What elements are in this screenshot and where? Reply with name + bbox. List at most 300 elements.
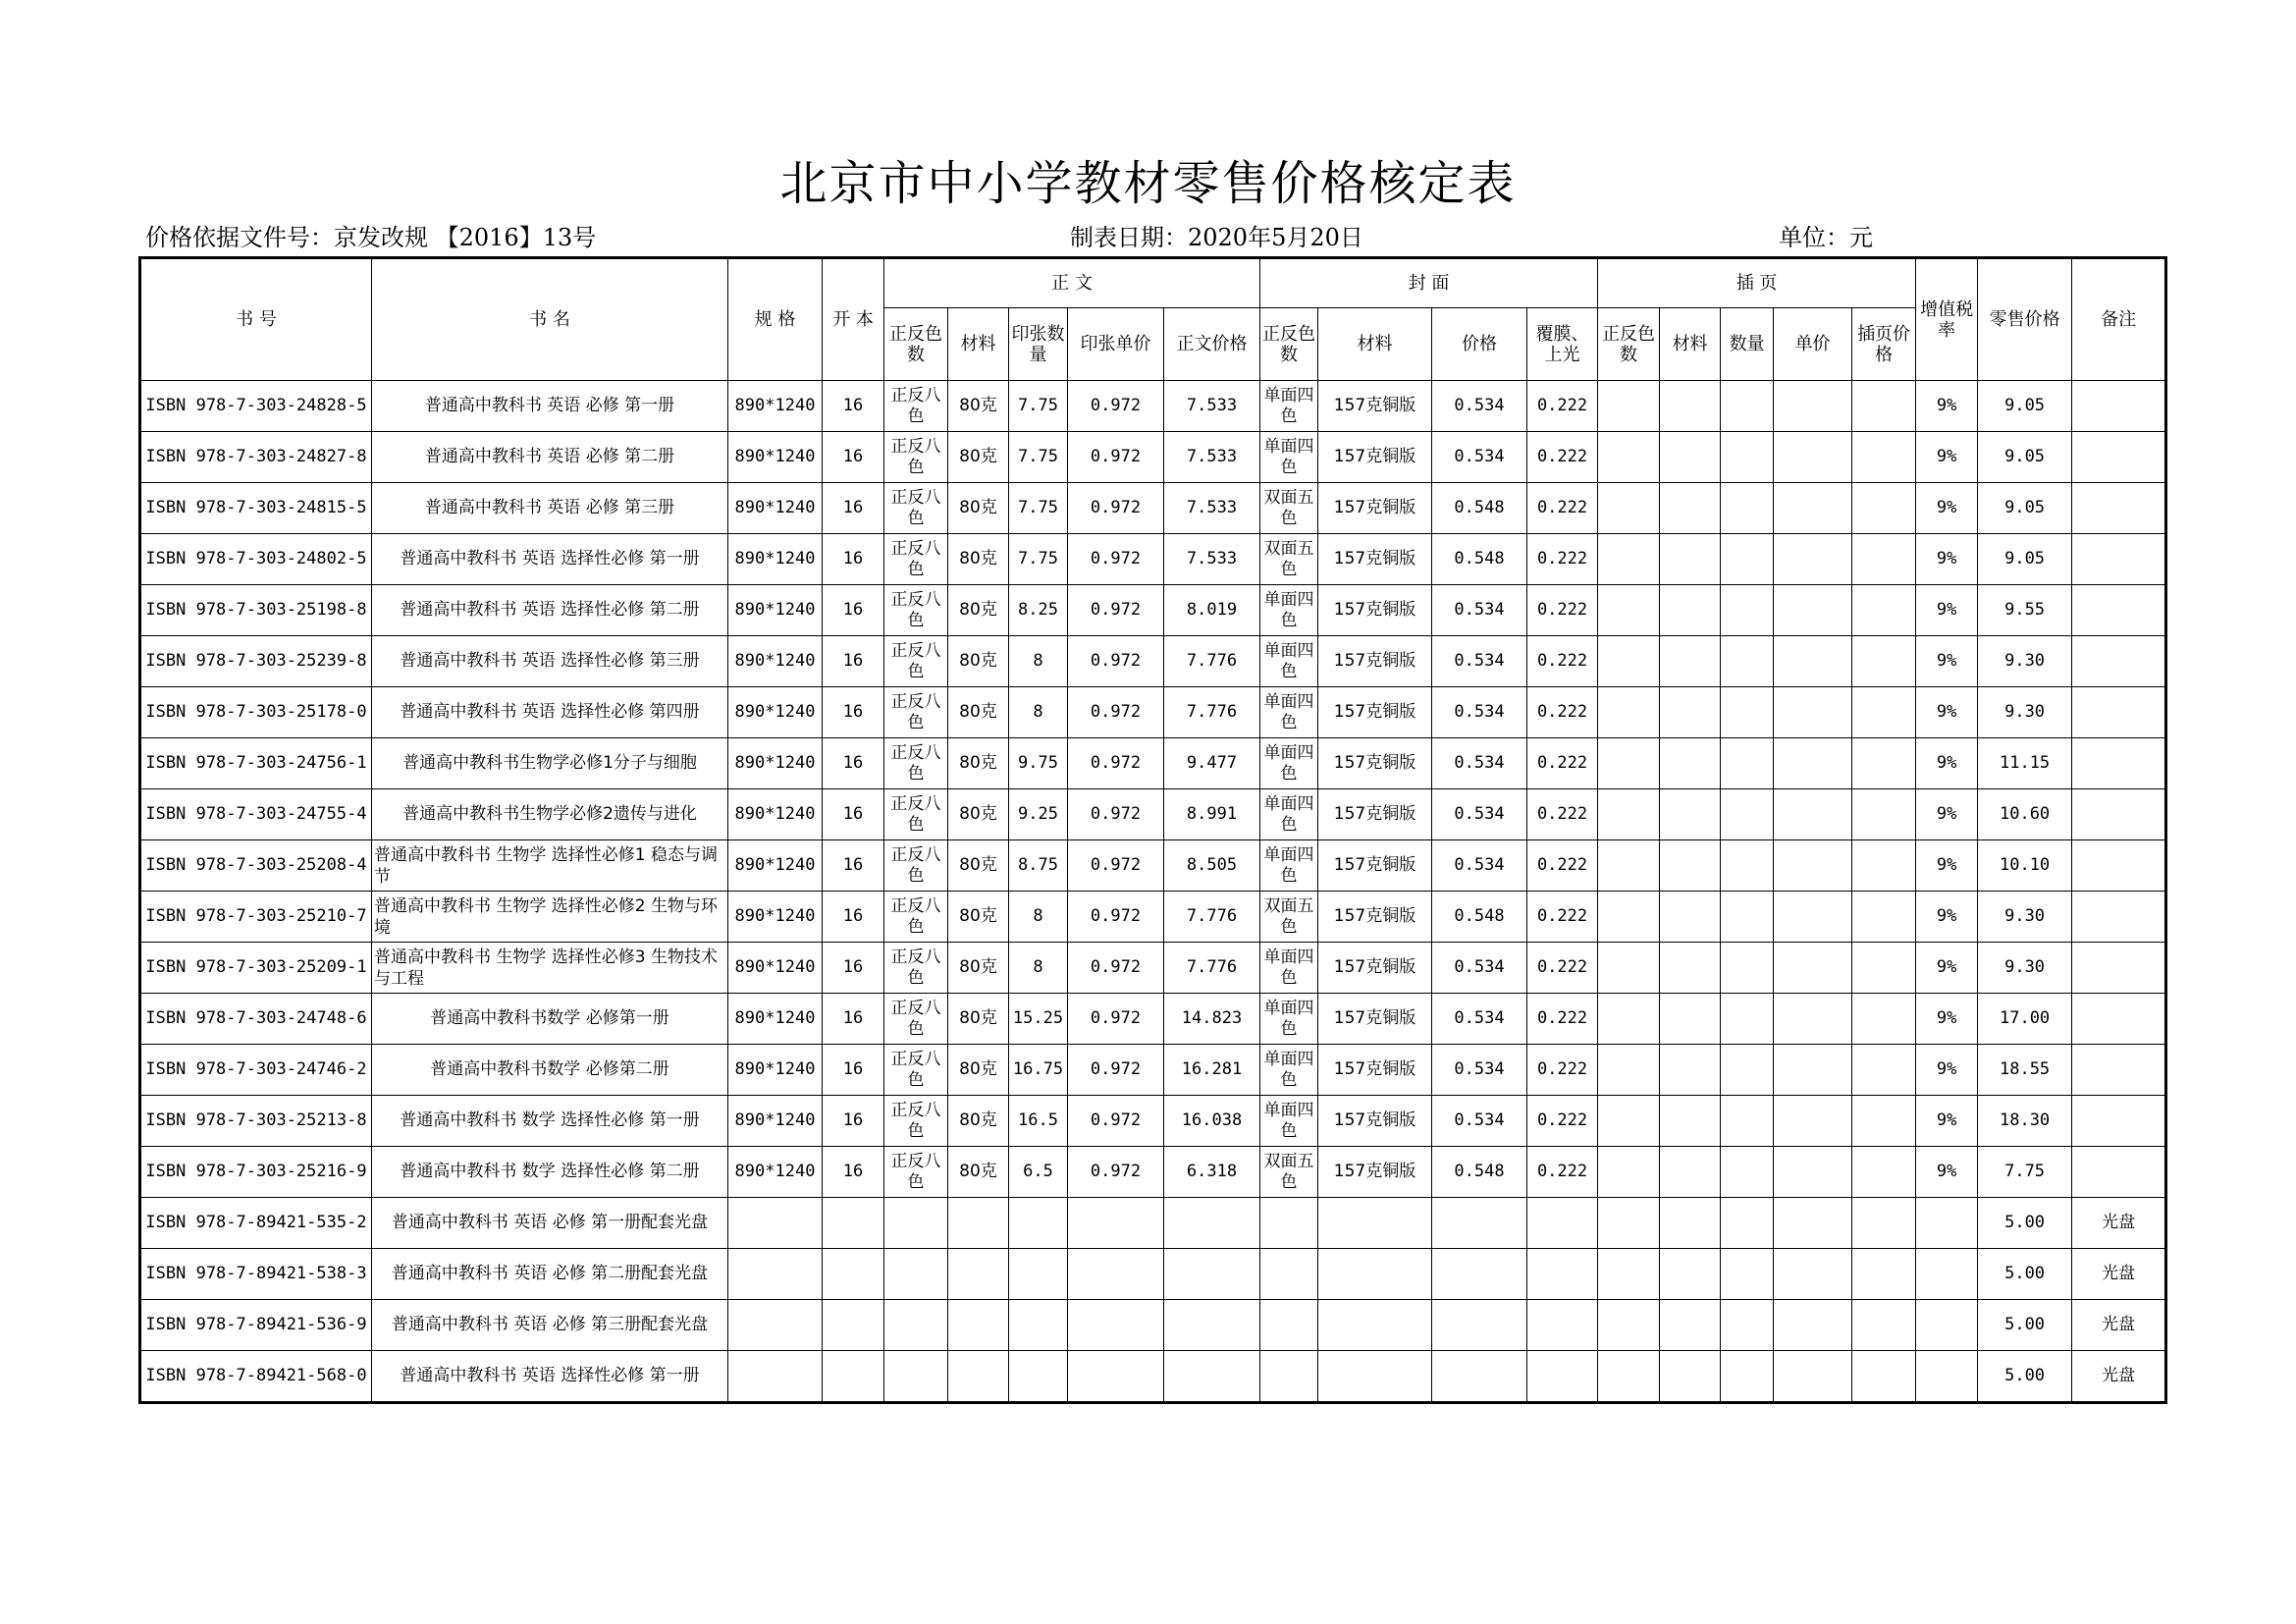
cell-insert-price: [1852, 1096, 1916, 1147]
cell-body-color: 正反八色: [884, 994, 948, 1045]
cell-remark: [2072, 1147, 2166, 1198]
cell-insert-unit-price: [1774, 840, 1852, 892]
cell-sheets: 15.25: [1009, 994, 1068, 1045]
cell-book-name: 普通高中教科书 英语 必修 第三册配套光盘: [372, 1300, 728, 1351]
cell-body-price: 7.776: [1164, 943, 1260, 994]
cell-body-price: 7.776: [1164, 636, 1260, 687]
cell-remark: [2072, 943, 2166, 994]
cell-body-material: 80克: [948, 892, 1009, 943]
cell-isbn: ISBN 978-7-303-24748-6: [140, 994, 372, 1045]
cell-isbn: ISBN 978-7-303-25239-8: [140, 636, 372, 687]
cell-insert-qty: [1721, 1249, 1774, 1300]
cell-cover-material: 157克铜版: [1318, 1147, 1432, 1198]
header-vat: 增值税率: [1916, 258, 1978, 381]
cell-retail: 10.60: [1978, 789, 2072, 840]
header-insert-qty: 数量: [1721, 308, 1774, 381]
cell-insert-color: [1598, 994, 1660, 1045]
cell-insert-color: [1598, 687, 1660, 738]
cell-vat: 9%: [1916, 738, 1978, 789]
cell-isbn: ISBN 978-7-303-25198-8: [140, 585, 372, 636]
cell-body-price: 9.477: [1164, 738, 1260, 789]
cell-body-price: 16.038: [1164, 1096, 1260, 1147]
header-cover-color: 正反色数: [1260, 308, 1318, 381]
cell-cover-color: 单面四色: [1260, 432, 1318, 483]
cell-body-color: [884, 1351, 948, 1403]
cell-remark: [2072, 636, 2166, 687]
cell-insert-material: [1660, 432, 1721, 483]
cell-remark: [2072, 1096, 2166, 1147]
cell-sheet-price: 0.972: [1068, 840, 1164, 892]
cell-insert-material: [1660, 994, 1721, 1045]
cell-body-price: 7.533: [1164, 381, 1260, 432]
cell-sheets: 8: [1009, 943, 1068, 994]
cell-insert-color: [1598, 1249, 1660, 1300]
cell-body-color: 正反八色: [884, 738, 948, 789]
cell-spec: 890*1240: [728, 892, 823, 943]
cell-insert-material: [1660, 585, 1721, 636]
header-body-group: 正 文: [884, 258, 1260, 308]
cell-book-name: 普通高中教科书 生物学 选择性必修2 生物与环境: [372, 892, 728, 943]
cell-sheet-price: 0.972: [1068, 892, 1164, 943]
table-row: [140, 534, 2166, 585]
cell-insert-unit-price: [1774, 687, 1852, 738]
cell-cover-material: [1318, 1198, 1432, 1249]
cell-book-name: 普通高中教科书数学 必修第二册: [372, 1045, 728, 1096]
cell-remark: [2072, 687, 2166, 738]
cell-insert-color: [1598, 1096, 1660, 1147]
cell-sheets: 8: [1009, 687, 1068, 738]
header-body-color: 正反色数: [884, 308, 948, 381]
header-insert-material: 材料: [1660, 308, 1721, 381]
cell-book-name: 普通高中教科书 生物学 选择性必修3 生物技术与工程: [372, 943, 728, 994]
cell-cover-color: 双面五色: [1260, 534, 1318, 585]
cell-film: 0.222: [1527, 789, 1598, 840]
cell-insert-unit-price: [1774, 1045, 1852, 1096]
cell-body-color: 正反八色: [884, 636, 948, 687]
cell-vat: 9%: [1916, 994, 1978, 1045]
cell-cover-price: [1432, 1351, 1527, 1403]
cell-insert-material: [1660, 1351, 1721, 1403]
cell-insert-color: [1598, 1300, 1660, 1351]
cell-retail: 9.30: [1978, 687, 2072, 738]
cell-format: 16: [823, 1096, 884, 1147]
cell-sheets: 7.75: [1009, 381, 1068, 432]
cell-format: [823, 1351, 884, 1403]
cell-insert-color: [1598, 1045, 1660, 1096]
cell-film: 0.222: [1527, 1045, 1598, 1096]
table-row: [140, 892, 2166, 943]
cell-cover-price: 0.534: [1432, 1096, 1527, 1147]
cell-retail: 10.10: [1978, 840, 2072, 892]
cell-body-price: 7.533: [1164, 432, 1260, 483]
table-row: [140, 636, 2166, 687]
cell-insert-qty: [1721, 534, 1774, 585]
cell-insert-material: [1660, 1096, 1721, 1147]
cell-cover-price: 0.534: [1432, 585, 1527, 636]
cell-vat: [1916, 1198, 1978, 1249]
cell-format: 16: [823, 789, 884, 840]
cell-remark: [2072, 789, 2166, 840]
cell-insert-material: [1660, 687, 1721, 738]
cell-remark: [2072, 892, 2166, 943]
cell-cover-price: 0.548: [1432, 892, 1527, 943]
cell-insert-price: [1852, 840, 1916, 892]
cell-cover-material: 157克铜版: [1318, 1045, 1432, 1096]
cell-isbn: ISBN 978-7-303-25213-8: [140, 1096, 372, 1147]
cell-insert-qty: [1721, 585, 1774, 636]
cell-vat: 9%: [1916, 1147, 1978, 1198]
cell-insert-qty: [1721, 840, 1774, 892]
cell-insert-price: [1852, 1300, 1916, 1351]
cell-insert-qty: [1721, 1198, 1774, 1249]
cell-vat: 9%: [1916, 1045, 1978, 1096]
cell-insert-unit-price: [1774, 943, 1852, 994]
cell-vat: 9%: [1916, 943, 1978, 994]
cell-body-material: 80克: [948, 789, 1009, 840]
cell-insert-material: [1660, 1045, 1721, 1096]
cell-vat: 9%: [1916, 892, 1978, 943]
cell-insert-color: [1598, 738, 1660, 789]
header-cover-group: 封 面: [1260, 258, 1598, 308]
cell-cover-price: 0.534: [1432, 432, 1527, 483]
cell-body-price: 7.533: [1164, 483, 1260, 534]
cell-retail: 9.05: [1978, 381, 2072, 432]
cell-isbn: ISBN 978-7-303-24802-5: [140, 534, 372, 585]
cell-format: 16: [823, 738, 884, 789]
cell-remark: 光盘: [2072, 1351, 2166, 1403]
cell-insert-unit-price: [1774, 585, 1852, 636]
cell-body-color: 正反八色: [884, 1096, 948, 1147]
cell-insert-qty: [1721, 994, 1774, 1045]
cell-cover-color: [1260, 1198, 1318, 1249]
cell-body-color: 正反八色: [884, 687, 948, 738]
cell-sheet-price: 0.972: [1068, 636, 1164, 687]
cell-remark: [2072, 483, 2166, 534]
cell-isbn: ISBN 978-7-303-24827-8: [140, 432, 372, 483]
table-row: [140, 1096, 2166, 1147]
table-row: [140, 1045, 2166, 1096]
cell-retail: 17.00: [1978, 994, 2072, 1045]
cell-vat: 9%: [1916, 789, 1978, 840]
cell-sheet-price: 0.972: [1068, 381, 1164, 432]
cell-insert-unit-price: [1774, 1198, 1852, 1249]
cell-remark: [2072, 534, 2166, 585]
cell-insert-material: [1660, 789, 1721, 840]
cell-spec: 890*1240: [728, 432, 823, 483]
cell-cover-color: 单面四色: [1260, 840, 1318, 892]
cell-cover-material: [1318, 1351, 1432, 1403]
table-row: [140, 483, 2166, 534]
cell-book-name: 普通高中教科书 英语 选择性必修 第四册: [372, 687, 728, 738]
cell-vat: [1916, 1300, 1978, 1351]
cell-format: 16: [823, 1045, 884, 1096]
cell-body-price: [1164, 1351, 1260, 1403]
table-row: [140, 994, 2166, 1045]
unit-text: 单位：元: [1779, 224, 1873, 251]
cell-remark: [2072, 1045, 2166, 1096]
cell-isbn: ISBN 978-7-89421-538-3: [140, 1249, 372, 1300]
header-insert-group: 插 页: [1598, 258, 1916, 308]
cell-insert-color: [1598, 636, 1660, 687]
cell-insert-qty: [1721, 738, 1774, 789]
cell-sheet-price: 0.972: [1068, 789, 1164, 840]
cell-insert-qty: [1721, 1045, 1774, 1096]
cell-insert-material: [1660, 1198, 1721, 1249]
cell-spec: 890*1240: [728, 1096, 823, 1147]
cell-isbn: ISBN 978-7-89421-535-2: [140, 1198, 372, 1249]
cell-isbn: ISBN 978-7-303-25209-1: [140, 943, 372, 994]
cell-film: 0.222: [1527, 585, 1598, 636]
cell-isbn: ISBN 978-7-89421-536-9: [140, 1300, 372, 1351]
cell-remark: [2072, 994, 2166, 1045]
cell-insert-price: [1852, 994, 1916, 1045]
cell-sheet-price: 0.972: [1068, 943, 1164, 994]
cell-insert-material: [1660, 636, 1721, 687]
cell-sheets: 6.5: [1009, 1147, 1068, 1198]
cell-cover-price: 0.534: [1432, 381, 1527, 432]
cell-isbn: ISBN 978-7-303-25216-9: [140, 1147, 372, 1198]
cell-cover-color: [1260, 1249, 1318, 1300]
cell-cover-price: 0.548: [1432, 534, 1527, 585]
cell-sheet-price: [1068, 1198, 1164, 1249]
cell-retail: 11.15: [1978, 738, 2072, 789]
cell-insert-material: [1660, 381, 1721, 432]
cell-isbn: ISBN 978-7-303-24755-4: [140, 789, 372, 840]
cell-spec: [728, 1300, 823, 1351]
header-cover-price: 价格: [1432, 308, 1527, 381]
cell-body-price: 7.776: [1164, 687, 1260, 738]
cell-cover-price: 0.534: [1432, 738, 1527, 789]
cell-body-color: 正反八色: [884, 483, 948, 534]
cell-insert-unit-price: [1774, 381, 1852, 432]
cell-insert-unit-price: [1774, 1147, 1852, 1198]
header-retail: 零售价格: [1978, 258, 2072, 381]
cell-retail: 9.05: [1978, 432, 2072, 483]
cell-isbn: ISBN 978-7-303-24828-5: [140, 381, 372, 432]
cell-format: [823, 1300, 884, 1351]
cell-book-name: 普通高中教科书生物学必修1分子与细胞: [372, 738, 728, 789]
cell-retail: 9.30: [1978, 892, 2072, 943]
cell-format: [823, 1249, 884, 1300]
header-body-sheet-price: 印张单价: [1068, 308, 1164, 381]
cell-body-color: 正反八色: [884, 534, 948, 585]
cell-sheet-price: 0.972: [1068, 738, 1164, 789]
cell-insert-price: [1852, 1198, 1916, 1249]
cell-cover-price: 0.534: [1432, 789, 1527, 840]
price-table: [138, 256, 2167, 1404]
cell-body-color: 正反八色: [884, 1045, 948, 1096]
cell-cover-price: 0.534: [1432, 1045, 1527, 1096]
cell-insert-unit-price: [1774, 534, 1852, 585]
cell-cover-material: 157克铜版: [1318, 483, 1432, 534]
cell-insert-qty: [1721, 381, 1774, 432]
cell-format: 16: [823, 943, 884, 994]
cell-insert-price: [1852, 1147, 1916, 1198]
cell-film: 0.222: [1527, 1147, 1598, 1198]
cell-cover-color: 双面五色: [1260, 483, 1318, 534]
cell-remark: [2072, 840, 2166, 892]
cell-cover-material: 157克铜版: [1318, 687, 1432, 738]
cell-cover-material: 157克铜版: [1318, 534, 1432, 585]
cell-cover-price: 0.534: [1432, 687, 1527, 738]
cell-sheet-price: [1068, 1351, 1164, 1403]
cell-cover-price: 0.534: [1432, 994, 1527, 1045]
cell-sheet-price: 0.972: [1068, 994, 1164, 1045]
cell-remark: [2072, 432, 2166, 483]
cell-sheets: 8.25: [1009, 585, 1068, 636]
cell-insert-price: [1852, 687, 1916, 738]
cell-film: 0.222: [1527, 687, 1598, 738]
cell-insert-unit-price: [1774, 994, 1852, 1045]
cell-body-material: 80克: [948, 1147, 1009, 1198]
cell-sheets: 9.75: [1009, 738, 1068, 789]
cell-format: 16: [823, 534, 884, 585]
cell-insert-unit-price: [1774, 1351, 1852, 1403]
cell-body-price: 7.533: [1164, 534, 1260, 585]
cell-insert-material: [1660, 1147, 1721, 1198]
table-row: [140, 1147, 2166, 1198]
cell-body-material: 80克: [948, 381, 1009, 432]
cell-book-name: 普通高中教科书 英语 必修 第二册: [372, 432, 728, 483]
cell-cover-color: 单面四色: [1260, 943, 1318, 994]
cell-body-material: 80克: [948, 432, 1009, 483]
cell-insert-color: [1598, 534, 1660, 585]
cell-sheet-price: 0.972: [1068, 1045, 1164, 1096]
header-insert-price: 插页价格: [1852, 308, 1916, 381]
cell-sheets: [1009, 1249, 1068, 1300]
cell-spec: 890*1240: [728, 381, 823, 432]
cell-body-color: 正反八色: [884, 789, 948, 840]
cell-sheets: [1009, 1198, 1068, 1249]
cell-sheets: 7.75: [1009, 534, 1068, 585]
cell-insert-price: [1852, 432, 1916, 483]
cell-cover-price: [1432, 1249, 1527, 1300]
cell-vat: 9%: [1916, 687, 1978, 738]
cell-cover-color: 单面四色: [1260, 585, 1318, 636]
cell-sheet-price: 0.972: [1068, 483, 1164, 534]
cell-body-material: 80克: [948, 483, 1009, 534]
table-row: [140, 943, 2166, 994]
cell-insert-price: [1852, 1045, 1916, 1096]
cell-body-material: 80克: [948, 840, 1009, 892]
cell-isbn: ISBN 978-7-303-25178-0: [140, 687, 372, 738]
cell-remark: [2072, 585, 2166, 636]
cell-cover-price: 0.548: [1432, 1147, 1527, 1198]
cell-remark: [2072, 738, 2166, 789]
table-row: [140, 738, 2166, 789]
cell-film: 0.222: [1527, 994, 1598, 1045]
cell-retail: 5.00: [1978, 1249, 2072, 1300]
cell-cover-price: 0.534: [1432, 943, 1527, 994]
cell-body-price: 6.318: [1164, 1147, 1260, 1198]
cell-film: [1527, 1351, 1598, 1403]
cell-sheet-price: 0.972: [1068, 687, 1164, 738]
cell-book-name: 普通高中教科书 英语 必修 第三册: [372, 483, 728, 534]
cell-insert-color: [1598, 585, 1660, 636]
cell-body-price: [1164, 1300, 1260, 1351]
cell-spec: 890*1240: [728, 687, 823, 738]
cell-spec: 890*1240: [728, 483, 823, 534]
cell-retail: 9.30: [1978, 943, 2072, 994]
cell-insert-color: [1598, 892, 1660, 943]
cell-insert-unit-price: [1774, 1300, 1852, 1351]
cell-remark: 光盘: [2072, 1249, 2166, 1300]
cell-sheet-price: 0.972: [1068, 1147, 1164, 1198]
cell-vat: 9%: [1916, 381, 1978, 432]
cell-insert-color: [1598, 1147, 1660, 1198]
cell-sheets: [1009, 1300, 1068, 1351]
cell-vat: 9%: [1916, 534, 1978, 585]
cell-retail: 9.05: [1978, 483, 2072, 534]
cell-sheets: 9.25: [1009, 789, 1068, 840]
page-title: 北京市中小学教材零售价格核定表: [779, 156, 1517, 211]
cell-sheets: 16.5: [1009, 1096, 1068, 1147]
cell-body-material: [948, 1300, 1009, 1351]
cell-spec: [728, 1351, 823, 1403]
cell-insert-price: [1852, 892, 1916, 943]
cell-cover-material: 157克铜版: [1318, 840, 1432, 892]
cell-retail: 5.00: [1978, 1351, 2072, 1403]
cell-body-material: 80克: [948, 585, 1009, 636]
cell-book-name: 普通高中教科书 数学 选择性必修 第二册: [372, 1147, 728, 1198]
cell-book-name: 普通高中教科书 英语 选择性必修 第一册: [372, 534, 728, 585]
cell-insert-unit-price: [1774, 738, 1852, 789]
cell-vat: [1916, 1351, 1978, 1403]
table-row: [140, 1249, 2166, 1300]
cell-cover-material: 157克铜版: [1318, 738, 1432, 789]
cell-book-name: 普通高中教科书生物学必修2遗传与进化: [372, 789, 728, 840]
cell-cover-color: [1260, 1300, 1318, 1351]
cell-cover-material: 157克铜版: [1318, 636, 1432, 687]
cell-cover-color: 单面四色: [1260, 1096, 1318, 1147]
cell-insert-price: [1852, 943, 1916, 994]
table-row: [140, 381, 2166, 432]
cell-format: 16: [823, 840, 884, 892]
table-body: [140, 381, 2166, 1403]
cell-cover-price: 0.534: [1432, 636, 1527, 687]
table-row: [140, 585, 2166, 636]
cell-insert-color: [1598, 840, 1660, 892]
cell-body-material: 80克: [948, 994, 1009, 1045]
cell-remark: [2072, 381, 2166, 432]
table-date-text: 制表日期：2020年5月20日: [1070, 224, 1363, 251]
cell-insert-unit-price: [1774, 432, 1852, 483]
cell-cover-price: [1432, 1198, 1527, 1249]
cell-isbn: ISBN 978-7-303-25210-7: [140, 892, 372, 943]
cell-insert-color: [1598, 1198, 1660, 1249]
cell-insert-price: [1852, 483, 1916, 534]
cell-retail: 9.55: [1978, 585, 2072, 636]
cell-cover-color: 单面四色: [1260, 789, 1318, 840]
cell-body-price: [1164, 1249, 1260, 1300]
cell-spec: 890*1240: [728, 534, 823, 585]
cell-book-name: 普通高中教科书数学 必修第一册: [372, 994, 728, 1045]
cell-format: 16: [823, 432, 884, 483]
table-row: [140, 1198, 2166, 1249]
cell-insert-qty: [1721, 943, 1774, 994]
cell-book-name: 普通高中教科书 英语 选择性必修 第一册: [372, 1351, 728, 1403]
cell-insert-material: [1660, 738, 1721, 789]
cell-remark: 光盘: [2072, 1300, 2166, 1351]
cell-format: 16: [823, 636, 884, 687]
header-insert-color: 正反色数: [1598, 308, 1660, 381]
cell-spec: 890*1240: [728, 636, 823, 687]
cell-remark: 光盘: [2072, 1198, 2166, 1249]
cell-format: 16: [823, 381, 884, 432]
cell-insert-material: [1660, 892, 1721, 943]
cell-cover-color: 单面四色: [1260, 738, 1318, 789]
cell-cover-material: [1318, 1249, 1432, 1300]
